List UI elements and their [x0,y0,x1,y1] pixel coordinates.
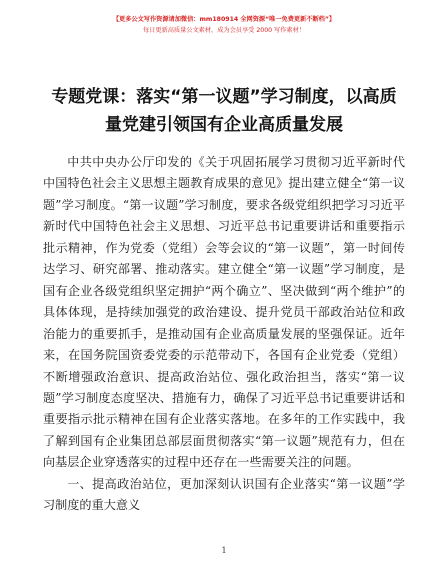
section-heading: 一、提高政治站位，更加深刻认识国有企业落实“第一议题”学习制度的重大意义 [43,476,405,513]
document-body [43,152,405,517]
page-number: 1 [221,546,227,555]
promo-banner [0,14,448,36]
promo-banner-line-2: 每日更新高质量公文素材，成为会员享受 2000 写作素材！ [143,27,305,34]
promo-banner-line-1: 【更多公文写作资源请加微信：mm180914 全网资源“唯一免费更新不断档”】 [112,16,336,23]
body-paragraph: 中共中央办公厅印发的《关于巩固拓展学习贯彻习近平新时代中国特色社会主义思想主题教育成果的意见》提出建立健全“第一议题”学习制度。“第一议题”学习制度，要求各级党组织把学习习近平新时代中国特色社会主义思想、习近平总书记重要讲话和重要指示批示精神，作为党委（党组）会等会议的“第一议题”，第一时间传达学习、研究部署、推动落实。建立健全“第一议题”学习制度，是国有企业各级党组织坚定拥护“两个确立”、坚决做到“两个维护”的具体体现，是持续加强党的政治建设、提升党员干部政治站位和政治能力的重要抓手，是推动国有企业高质量发展的坚强保证。近年来，在国务院国资委党委的示范带动下，各国有企业党委（党组）不断增强政治意识、提高政治站位、强化政治担当，落实“第一议题”学习制度态度坚决、措施有力，确保了习近平总书记重要讲话和重要指示批示精神在国有企业落实落地。在多年的工作实践中，我了解到国有企业集团总部层面贯彻落实“第一议题”规范有力，但在向基层企业穿透落实的过程中还存在一些需要关注的问题。 [43,155,405,470]
document-title: 专题党课：落实“第一议题”学习制度，以高质量党建引领国有企业高质量发展 [51,87,397,135]
